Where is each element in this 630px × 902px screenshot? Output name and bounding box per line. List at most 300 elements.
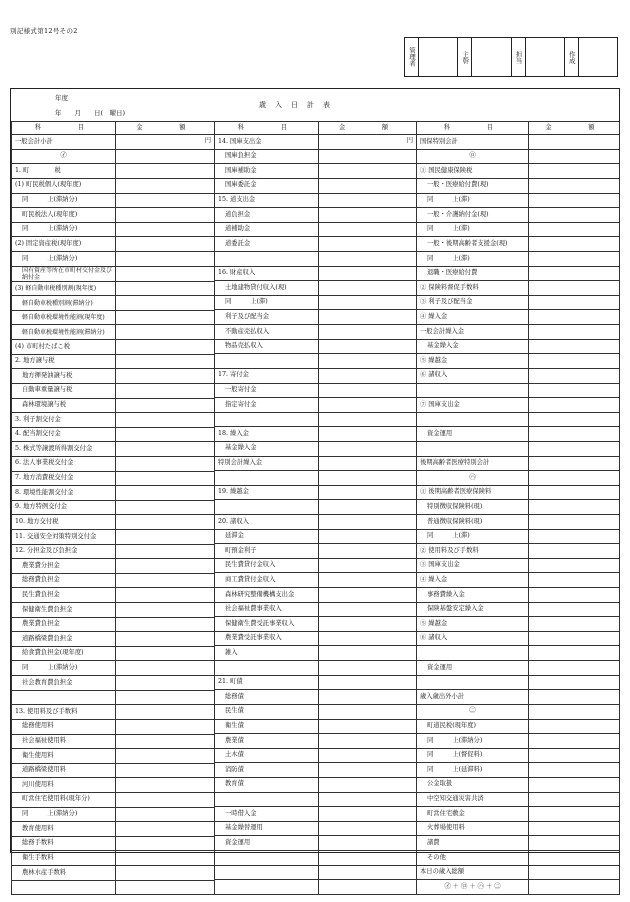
col1-item-49: 衛生手数料 <box>12 851 116 866</box>
col1-item-48: 総務手数料 <box>12 836 116 851</box>
col2-item-5: 道負担金 <box>215 208 319 223</box>
col3-amount-46[interactable] <box>529 807 620 822</box>
col2-amount-20[interactable] <box>319 427 417 442</box>
col1-amount-17[interactable] <box>116 383 215 398</box>
col1-item-6: 同 上(滞納分) <box>12 222 116 237</box>
col2-amount-19[interactable] <box>319 412 417 427</box>
col1-item-31: 民生費負担金 <box>12 588 116 603</box>
col2-item-14: 物品売払収入 <box>215 339 319 354</box>
col1-amount-9[interactable] <box>116 266 215 281</box>
col3-item-39: ㊁ <box>417 704 529 719</box>
col3-item-38: 歳入歳出外小計 <box>417 690 529 705</box>
col2-item-48: 資金運用 <box>215 836 319 851</box>
col1-item-0: 一般会計小計 <box>12 135 116 150</box>
col3-amount-12[interactable] <box>529 310 620 325</box>
col2-amount-50[interactable] <box>319 865 417 880</box>
approval-label-creator: 作成 <box>564 38 578 77</box>
col3-amount-45[interactable] <box>529 792 620 807</box>
col3-amount-27[interactable] <box>529 529 620 544</box>
col1-item-50: 農林水産手数料 <box>12 866 116 881</box>
col3-item-16: ⑥ 諸収入 <box>417 368 529 383</box>
col3-amount-10[interactable] <box>529 281 620 296</box>
col2-amount-12[interactable] <box>319 310 417 325</box>
col1-amount-26[interactable] <box>116 515 215 530</box>
col2-item-2: 国庫補助金 <box>215 164 319 179</box>
col2-amount-18[interactable] <box>319 398 417 413</box>
col3-item-41: 同 上(滞納分) <box>417 734 529 749</box>
col3-item-32: 保険基盤安定繰入金 <box>417 602 529 617</box>
col1-amount-3[interactable] <box>116 178 215 193</box>
col2-amount-33[interactable] <box>319 617 417 632</box>
col3-amount-14[interactable] <box>529 339 620 354</box>
col1-item-1: ㋑ <box>12 149 116 164</box>
col3-item-17 <box>417 383 529 398</box>
col3-item-33: ⑤ 繰越金 <box>417 617 529 632</box>
col2-amount-28[interactable] <box>319 544 417 559</box>
col1-item-42: 衛生使用料 <box>12 749 116 764</box>
col3-item-44: 公金取扱 <box>417 777 529 792</box>
col1-amount-1[interactable] <box>116 149 215 164</box>
col2-amount-2[interactable] <box>319 164 417 179</box>
col2-item-42: 土木債 <box>215 748 319 763</box>
col2-amount-14[interactable] <box>319 339 417 354</box>
col2-amount-36[interactable] <box>319 661 417 676</box>
col1-item-44: 河川使用料 <box>12 778 116 793</box>
col2-amount-30[interactable] <box>319 573 417 588</box>
col3-amount-48[interactable] <box>529 836 620 851</box>
col2-item-41: 農業債 <box>215 734 319 749</box>
col3-amount-32[interactable] <box>529 602 620 617</box>
col1-amount-18[interactable] <box>116 398 215 413</box>
col3-item-4: 同 上(滞) <box>417 193 529 208</box>
col2-amount-24[interactable] <box>319 485 417 500</box>
col2-amount-48[interactable] <box>319 836 417 851</box>
col2-amount-35[interactable] <box>319 646 417 661</box>
col1-amount-0[interactable]: 円 <box>116 135 215 150</box>
col1-item-45: 町営住宅使用料(現年分) <box>12 792 116 807</box>
col1-amount-36[interactable] <box>116 661 215 676</box>
col1-item-37: 社会教育費負担金 <box>12 676 116 691</box>
col3-item-42: 同 上(督促料) <box>417 748 529 763</box>
col1-item-8: 同 上(滞納分) <box>12 252 116 267</box>
col2-item-33: 保健衛生費受託事業収入 <box>215 617 319 632</box>
col2-amount-47[interactable] <box>319 821 417 836</box>
col1-amount-25[interactable] <box>116 500 215 515</box>
col2-item-35: 雑入 <box>215 646 319 661</box>
col1-amount-45[interactable] <box>116 792 215 807</box>
col2-amount-42[interactable] <box>319 748 417 763</box>
col2-amount-7[interactable] <box>319 237 417 252</box>
col2-amount-26[interactable] <box>319 515 417 530</box>
col3-amount-4[interactable] <box>529 193 620 208</box>
col2-item-26: 20. 諸収入 <box>215 515 319 530</box>
col2-item-4: 15. 道支出金 <box>215 193 319 208</box>
header-item: 科 目 <box>12 122 116 135</box>
col1-item-29: 農業費分担金 <box>12 559 116 574</box>
col3-item-45: 中空知交通災害共済 <box>417 792 529 807</box>
col1-amount-47[interactable] <box>116 822 215 837</box>
col3-item-5: 一般・介護納付金(現) <box>417 208 529 223</box>
col1-amount-38[interactable] <box>116 690 215 705</box>
col1-item-12: 軽自動車税環境性能割(現年度) <box>12 310 116 325</box>
col1-amount-16[interactable] <box>116 369 215 384</box>
col2-item-45 <box>215 792 319 807</box>
col3-amount-28[interactable] <box>529 544 620 559</box>
col2-item-37: 21. 町債 <box>215 675 319 690</box>
col3-amount-26[interactable] <box>529 515 620 530</box>
col1-item-40: 総務使用料 <box>12 719 116 734</box>
col1-amount-42[interactable] <box>116 749 215 764</box>
col2-amount-3[interactable] <box>319 178 417 193</box>
col3-amount-37[interactable] <box>529 675 620 690</box>
col1-amount-20[interactable] <box>116 427 215 442</box>
col1-amount-39[interactable] <box>116 705 215 720</box>
col3-item-43: 同 上(延滞料) <box>417 763 529 778</box>
col1-amount-8[interactable] <box>116 252 215 267</box>
col3-amount-8[interactable] <box>529 252 620 267</box>
col2-amount-1[interactable] <box>319 149 417 164</box>
col2-amount-51[interactable] <box>319 880 417 895</box>
col1-item-39: 13. 使用料及び手数料 <box>12 705 116 720</box>
col2-amount-49[interactable] <box>319 851 417 866</box>
col3-amount-5[interactable] <box>529 208 620 223</box>
col1-item-15: 2. 地方譲与税 <box>12 354 116 369</box>
col3-item-49: その他 <box>417 851 529 866</box>
col3-amount-2[interactable] <box>529 164 620 179</box>
col3-item-46: 町営住宅敷金 <box>417 807 529 822</box>
col2-item-29: 民生費貸付金収入 <box>215 558 319 573</box>
col1-item-4: 同 上(滞納分) <box>12 193 116 208</box>
col1-item-25: 9. 地方特例交付金 <box>12 500 116 515</box>
col1-item-20: 4. 配当割交付金 <box>12 427 116 442</box>
col1-item-32: 保健衛生費負担金 <box>12 603 116 618</box>
col2-amount-44[interactable] <box>319 777 417 792</box>
col2-item-40: 衛生債 <box>215 719 319 734</box>
col1-amount-23[interactable] <box>116 471 215 486</box>
header-item: 科 目 <box>215 122 319 135</box>
approval-seal-creator[interactable] <box>578 38 617 77</box>
header-amount: 金 額 <box>116 122 215 135</box>
col2-amount-9[interactable] <box>319 266 417 281</box>
col3-amount-20[interactable] <box>529 427 620 442</box>
col2-item-17: 一般寄付金 <box>215 383 319 398</box>
col1-amount-10[interactable] <box>116 281 215 296</box>
approval-label-manager: 管理者 <box>405 38 419 77</box>
col3-item-11: ③ 利子及び配当金 <box>417 295 529 310</box>
col1-item-47: 教育使用料 <box>12 822 116 837</box>
col2-item-36 <box>215 661 319 676</box>
col1-item-2: 1. 町 税 <box>12 164 116 179</box>
col2-item-46: 一時借入金 <box>215 807 319 822</box>
col1-item-10: (3) 軽自動車税種別割(現年度) <box>12 281 116 296</box>
col1-amount-29[interactable] <box>116 559 215 574</box>
col3-item-35 <box>417 646 529 661</box>
col2-amount-0[interactable]: 円 <box>319 135 417 150</box>
col1-item-35: 給食費負担金(現年度) <box>12 646 116 661</box>
col2-amount-31[interactable] <box>319 588 417 603</box>
col3-amount-35[interactable] <box>529 646 620 661</box>
col2-item-9: 16. 財産収入 <box>215 266 319 281</box>
col1-amount-22[interactable] <box>116 456 215 471</box>
form-title: 歳入日計表 <box>259 101 339 109</box>
col3-amount-50[interactable] <box>529 865 620 880</box>
col2-amount-41[interactable] <box>319 734 417 749</box>
col3-amount-6[interactable] <box>529 222 620 237</box>
col1-amount-28[interactable] <box>116 544 215 559</box>
col1-item-34: 道路橋梁費負担金 <box>12 632 116 647</box>
col2-item-6: 道補助金 <box>215 222 319 237</box>
header-amount: 金 額 <box>319 122 417 135</box>
col3-item-27: 同 上(滞) <box>417 529 529 544</box>
col2-amount-6[interactable] <box>319 222 417 237</box>
column-3-table <box>416 121 620 895</box>
col2-amount-10[interactable] <box>319 281 417 296</box>
col3-amount-40[interactable] <box>529 719 620 734</box>
col2-item-50 <box>215 865 319 880</box>
col3-item-47: 火葬場使用料 <box>417 821 529 836</box>
col3-item-28: ② 使用料及び手数料 <box>417 544 529 559</box>
col1-amount-33[interactable] <box>116 617 215 632</box>
col2-item-15 <box>215 354 319 369</box>
col2-amount-15[interactable] <box>319 354 417 369</box>
col2-item-21: 基金繰入金 <box>215 441 319 456</box>
col3-amount-1[interactable] <box>529 149 620 164</box>
col2-amount-43[interactable] <box>319 763 417 778</box>
col3-item-2: ① 国民健康保険税 <box>417 164 529 179</box>
fiscal-year-label: 年度 <box>55 94 68 102</box>
col2-item-8 <box>215 252 319 267</box>
col1-amount-27[interactable] <box>116 530 215 545</box>
approval-label-staff: 担当 <box>511 38 525 77</box>
col1-amount-21[interactable] <box>116 442 215 457</box>
col3-item-40: 町道民税(現年度) <box>417 719 529 734</box>
col3-item-12: ④ 繰入金 <box>417 310 529 325</box>
col1-item-43: 道路橋梁使用料 <box>12 763 116 778</box>
col3-item-21 <box>417 441 529 456</box>
col3-amount-19[interactable] <box>529 412 620 427</box>
col3-item-29: ③ 国庫支出金 <box>417 558 529 573</box>
col1-amount-46[interactable] <box>116 807 215 822</box>
col1-item-9: 国有資産等所在市町村交付金及び納付金 <box>12 266 116 281</box>
col1-amount-49[interactable] <box>116 851 215 866</box>
col2-amount-27[interactable] <box>319 529 417 544</box>
col2-amount-13[interactable] <box>319 325 417 340</box>
col1-item-23: 7. 地方消費税交付金 <box>12 471 116 486</box>
col2-amount-40[interactable] <box>319 719 417 734</box>
col1-item-13: 軽自動車税環境性能割(滞納分) <box>12 325 116 340</box>
approval-stamp-box <box>404 37 618 77</box>
col3-amount-39[interactable] <box>529 704 620 719</box>
col2-item-13: 不動産売払収入 <box>215 325 319 340</box>
col3-item-19 <box>417 412 529 427</box>
col3-amount-47[interactable] <box>529 821 620 836</box>
col1-amount-50[interactable] <box>116 866 215 881</box>
col2-amount-4[interactable] <box>319 193 417 208</box>
col1-amount-51[interactable] <box>116 880 215 895</box>
col2-item-51 <box>215 880 319 895</box>
col1-item-46: 同 上(滞納分) <box>12 807 116 822</box>
col2-amount-23[interactable] <box>319 471 417 486</box>
col2-item-7: 道委託金 <box>215 237 319 252</box>
col3-item-15: ⑤ 繰越金 <box>417 354 529 369</box>
col3-amount-42[interactable] <box>529 748 620 763</box>
col2-item-34: 農業費受託事業収入 <box>215 631 319 646</box>
col1-amount-35[interactable] <box>116 646 215 661</box>
col1-item-27: 11. 交通安全対策特別交付金 <box>12 530 116 545</box>
col1-item-26: 10. 地方交付税 <box>12 515 116 530</box>
col1-item-5: 町民税法人(現年度) <box>12 208 116 223</box>
col3-amount-16[interactable] <box>529 368 620 383</box>
col3-item-13: 一般会計繰入金 <box>417 325 529 340</box>
col1-amount-48[interactable] <box>116 836 215 851</box>
col1-amount-34[interactable] <box>116 632 215 647</box>
col3-amount-24[interactable] <box>529 485 620 500</box>
col2-amount-11[interactable] <box>319 295 417 310</box>
header-amount: 金 額 <box>529 122 620 135</box>
col2-amount-39[interactable] <box>319 704 417 719</box>
col2-item-11: 同 上(滞) <box>215 295 319 310</box>
col1-amount-40[interactable] <box>116 719 215 734</box>
col1-amount-11[interactable] <box>116 296 215 311</box>
col2-amount-16[interactable] <box>319 368 417 383</box>
col1-amount-5[interactable] <box>116 208 215 223</box>
daily-revenue-form <box>10 88 620 890</box>
col2-amount-25[interactable] <box>319 500 417 515</box>
col1-amount-32[interactable] <box>116 603 215 618</box>
col3-amount-29[interactable] <box>529 558 620 573</box>
col1-amount-37[interactable] <box>116 676 215 691</box>
col3-item-23: ㋩ <box>417 471 529 486</box>
col1-item-18: 森林環境譲与税 <box>12 398 116 413</box>
col3-item-1: ㋺ <box>417 149 529 164</box>
col1-amount-31[interactable] <box>116 588 215 603</box>
col2-amount-5[interactable] <box>319 208 417 223</box>
col1-item-19: 3. 利子割交付金 <box>12 413 116 428</box>
col3-amount-36[interactable] <box>529 661 620 676</box>
col1-item-28: 12. 分担金及び負担金 <box>12 544 116 559</box>
col1-amount-30[interactable] <box>116 573 215 588</box>
col2-amount-22[interactable] <box>319 456 417 471</box>
col3-amount-33[interactable] <box>529 617 620 632</box>
col3-amount-11[interactable] <box>529 295 620 310</box>
col2-item-39: 民生債 <box>215 704 319 719</box>
col3-item-22: 後期高齢者医療特別会計 <box>417 456 529 471</box>
col2-item-30: 商工費貸付金収入 <box>215 573 319 588</box>
col3-amount-25[interactable] <box>529 500 620 515</box>
col1-amount-4[interactable] <box>116 193 215 208</box>
col2-amount-45[interactable] <box>319 792 417 807</box>
col3-item-3: 一般・医療給付費(現) <box>417 178 529 193</box>
col1-amount-2[interactable] <box>116 164 215 179</box>
col3-amount-7[interactable] <box>529 237 620 252</box>
col1-amount-14[interactable] <box>116 340 215 355</box>
col1-item-21: 5. 株式等譲渡所得割交付金 <box>12 442 116 457</box>
col3-item-7: 一般・後期高齢者支援金(現) <box>417 237 529 252</box>
col1-amount-19[interactable] <box>116 413 215 428</box>
col2-amount-32[interactable] <box>319 602 417 617</box>
col2-item-19 <box>215 412 319 427</box>
col3-item-48: 諸費 <box>417 836 529 851</box>
col2-amount-46[interactable] <box>319 807 417 822</box>
col2-amount-29[interactable] <box>319 558 417 573</box>
col3-amount-49[interactable] <box>529 851 620 866</box>
col1-amount-7[interactable] <box>116 237 215 252</box>
approval-seal-manager[interactable] <box>419 38 458 77</box>
col3-amount-15[interactable] <box>529 354 620 369</box>
approval-seal-staff[interactable] <box>525 38 564 77</box>
col3-item-31: 事務費繰入金 <box>417 588 529 603</box>
col2-item-22: 特別会計繰入金 <box>215 456 319 471</box>
col3-item-30: ④ 繰入金 <box>417 573 529 588</box>
col2-amount-21[interactable] <box>319 441 417 456</box>
col1-item-30: 総務費負担金 <box>12 573 116 588</box>
col2-amount-17[interactable] <box>319 383 417 398</box>
col2-amount-34[interactable] <box>319 631 417 646</box>
col2-item-25 <box>215 500 319 515</box>
col3-amount-34[interactable] <box>529 631 620 646</box>
col3-amount-0[interactable] <box>529 135 620 150</box>
col1-amount-43[interactable] <box>116 763 215 778</box>
col2-item-24: 19. 繰越金 <box>215 485 319 500</box>
col3-item-6: 同 上(滞) <box>417 222 529 237</box>
col3-amount-44[interactable] <box>529 777 620 792</box>
col3-amount-23[interactable] <box>529 471 620 486</box>
form-number: 別記様式第12号その2 <box>10 27 78 35</box>
col3-amount-21[interactable] <box>529 441 620 456</box>
col1-item-36: 同 上(滞納分) <box>12 661 116 676</box>
col3-item-9: 退職・医療給付費 <box>417 266 529 281</box>
col3-amount-30[interactable] <box>529 573 620 588</box>
col1-item-51 <box>12 880 116 895</box>
col3-amount-31[interactable] <box>529 588 620 603</box>
col3-amount-38[interactable] <box>529 690 620 705</box>
col2-amount-38[interactable] <box>319 690 417 705</box>
col3-item-20: 資金運用 <box>417 427 529 442</box>
col1-item-24: 8. 環境性能割交付金 <box>12 486 116 501</box>
col2-item-3: 国庫委託金 <box>215 178 319 193</box>
column-1-table <box>11 121 215 895</box>
col3-amount-22[interactable] <box>529 456 620 471</box>
approval-seal-chief[interactable] <box>472 38 511 77</box>
col3-amount-17[interactable] <box>529 383 620 398</box>
col2-amount-37[interactable] <box>319 675 417 690</box>
col1-amount-12[interactable] <box>116 310 215 325</box>
col2-item-12: 利子及び配当金 <box>215 310 319 325</box>
col1-item-17: 自動車重量譲与税 <box>12 383 116 398</box>
col3-amount-43[interactable] <box>529 763 620 778</box>
col1-amount-15[interactable] <box>116 354 215 369</box>
col3-item-14: 基金繰入金 <box>417 339 529 354</box>
col3-amount-51[interactable] <box>529 880 620 895</box>
col1-amount-6[interactable] <box>116 222 215 237</box>
col2-item-20: 18. 繰入金 <box>215 427 319 442</box>
col3-amount-9[interactable] <box>529 266 620 281</box>
col3-item-26: 普通徴収保険料(現) <box>417 515 529 530</box>
col2-item-31: 森林研究整備機構支出金 <box>215 588 319 603</box>
col1-amount-24[interactable] <box>116 486 215 501</box>
col3-amount-18[interactable] <box>529 398 620 413</box>
col3-amount-3[interactable] <box>529 178 620 193</box>
col1-amount-13[interactable] <box>116 325 215 340</box>
col3-amount-41[interactable] <box>529 734 620 749</box>
col3-item-25: 特別徴収保険料(現) <box>417 500 529 515</box>
col1-amount-41[interactable] <box>116 734 215 749</box>
col1-item-33: 農業費負担金 <box>12 617 116 632</box>
col2-amount-8[interactable] <box>319 252 417 267</box>
col3-item-24: ① 後期高齢者医療保険料 <box>417 485 529 500</box>
col1-amount-44[interactable] <box>116 778 215 793</box>
col3-amount-13[interactable] <box>529 325 620 340</box>
